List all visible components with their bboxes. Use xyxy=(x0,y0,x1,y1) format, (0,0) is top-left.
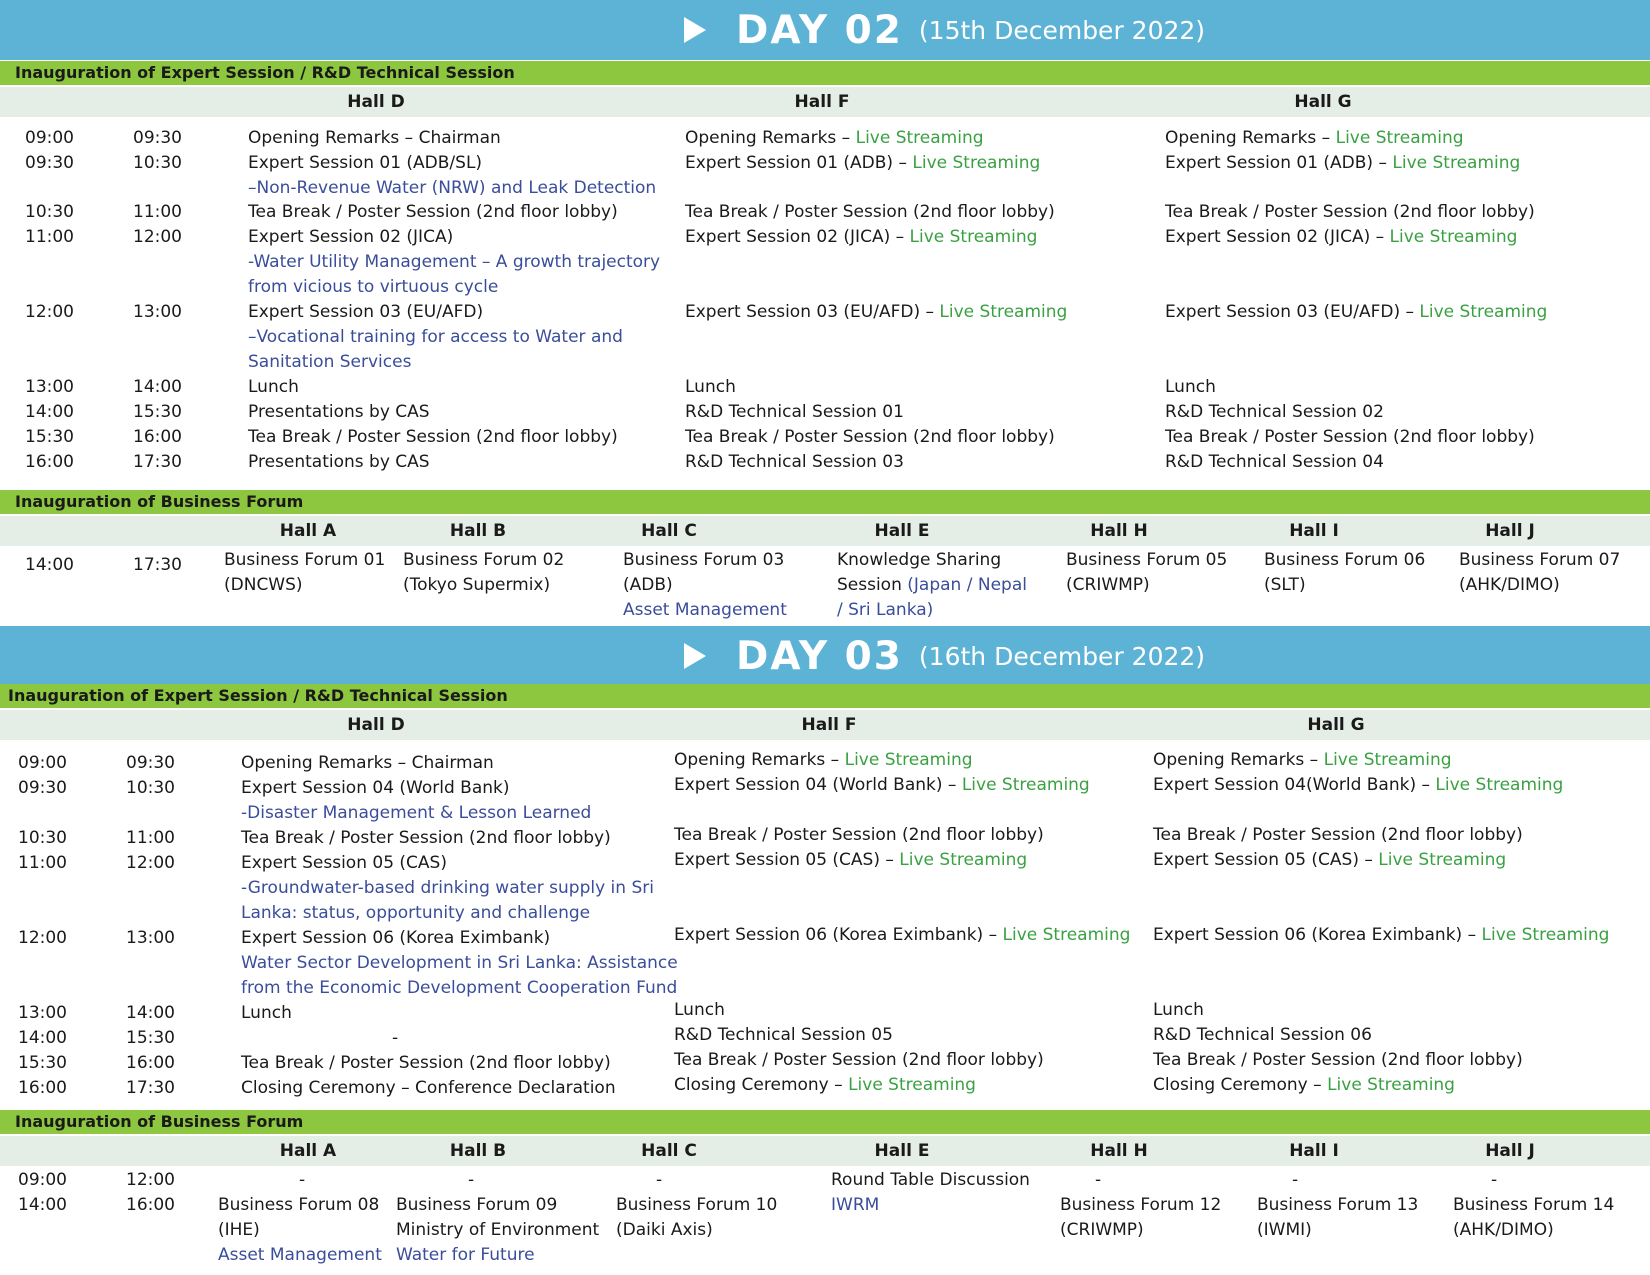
hall-j-forum-org: (AHK/DIMO) xyxy=(1459,575,1560,595)
live-streaming-label: Live Streaming xyxy=(1389,227,1518,247)
live-streaming-label: Live Streaming xyxy=(1481,925,1610,945)
hall-d-session: Expert Session 05 (CAS) xyxy=(241,853,447,873)
hall-g-session: R&D Technical Session 06 xyxy=(1153,1025,1372,1045)
hall-f-session: Closing Ceremony – Live Streaming xyxy=(674,1075,976,1095)
hall-j-header: Hall J xyxy=(1485,1141,1535,1161)
hall-d-session-topic: –Vocational training for access to Water and xyxy=(248,327,623,347)
time-end: 13:00 xyxy=(133,302,182,322)
hall-g-session: Tea Break / Poster Session (2nd floor lobby) xyxy=(1165,427,1535,447)
hall-j-forum-org: (AHK/DIMO) xyxy=(1453,1220,1554,1240)
day03-expert-hall-header xyxy=(0,710,1650,740)
hall-f-session: Lunch xyxy=(685,377,736,397)
hall-d-session: Expert Session 06 (Korea Eximbank) xyxy=(241,928,551,948)
hall-d-session: Lunch xyxy=(241,1003,292,1023)
hall-g-session: R&D Technical Session 04 xyxy=(1165,452,1384,472)
time-start: 09:30 xyxy=(25,153,74,173)
hall-g-session: Opening Remarks – Live Streaming xyxy=(1153,750,1452,770)
time-start: 14:00 xyxy=(18,1028,67,1048)
hall-d-header: Hall D xyxy=(347,715,405,735)
time-start: 14:00 xyxy=(25,402,74,422)
hall-d-session-topic: from the Economic Development Cooperation Fund xyxy=(241,978,678,998)
hall-d-session-topic: Water Sector Development in Sri Lanka: Assistance xyxy=(241,953,678,973)
time-start: 10:30 xyxy=(18,828,67,848)
day02-expert-heading-bar xyxy=(0,61,1650,85)
day03-business-heading: Inauguration of Business Forum xyxy=(15,1112,304,1131)
time-start: 16:00 xyxy=(25,452,74,472)
day02-business-hall-header xyxy=(0,516,1650,546)
time-end: 13:00 xyxy=(126,928,175,948)
time-start: 16:00 xyxy=(18,1078,67,1098)
time-start: 14:00 xyxy=(18,1195,67,1215)
hall-f-session: Lunch xyxy=(674,1000,725,1020)
hall-a-forum: - xyxy=(299,1170,306,1190)
day03-business-heading-bar xyxy=(0,1110,1650,1134)
time-end: 16:00 xyxy=(126,1053,175,1073)
time-end: 09:30 xyxy=(126,753,175,773)
time-end: 12:00 xyxy=(133,227,182,247)
live-streaming-label: Live Streaming xyxy=(1323,750,1452,770)
hall-g-session: Expert Session 01 (ADB) – Live Streaming xyxy=(1165,153,1521,173)
hall-h-forum: Business Forum 12 xyxy=(1060,1195,1222,1215)
hall-f-session: Expert Session 04 (World Bank) – Live Streaming xyxy=(674,775,1090,795)
hall-e-forum: Round Table Discussion xyxy=(831,1170,1030,1190)
hall-d-session: Tea Break / Poster Session (2nd floor lobby) xyxy=(241,828,611,848)
hall-g-header: Hall G xyxy=(1294,92,1352,112)
time-start: 12:00 xyxy=(25,302,74,322)
hall-g-session: Tea Break / Poster Session (2nd floor lobby) xyxy=(1165,202,1535,222)
time-end: 17:30 xyxy=(133,555,182,575)
hall-d-session: - xyxy=(392,1028,399,1048)
time-end: 15:30 xyxy=(133,402,182,422)
hall-d-session-topic: -Water Utility Management – A growth trajectory xyxy=(248,252,661,272)
time-end: 12:00 xyxy=(126,1170,175,1190)
hall-a-forum-org: (IHE) xyxy=(218,1220,260,1240)
time-start: 15:30 xyxy=(25,427,74,447)
play-arrow-icon xyxy=(684,643,706,669)
hall-d-session: Presentations by CAS xyxy=(248,452,430,472)
hall-a-forum-org: (DNCWS) xyxy=(224,575,303,595)
play-arrow-icon xyxy=(684,17,706,43)
hall-f-session: Tea Break / Poster Session (2nd floor lobby) xyxy=(674,1050,1044,1070)
day03-banner xyxy=(0,626,1650,686)
time-end: 11:00 xyxy=(133,202,182,222)
hall-j-forum: Business Forum 07 xyxy=(1459,550,1621,570)
hall-h-forum-org: (CRIWMP) xyxy=(1060,1220,1144,1240)
hall-c-header: Hall C xyxy=(641,521,697,541)
time-end: 14:00 xyxy=(126,1003,175,1023)
hall-e-forum-line3: / Sri Lanka) xyxy=(837,600,934,620)
hall-d-session: Opening Remarks – Chairman xyxy=(248,128,501,148)
hall-g-session: Expert Session 03 (EU/AFD) – Live Streaming xyxy=(1165,302,1548,322)
hall-a-forum-topic: Asset Management xyxy=(218,1245,382,1265)
hall-d-session: Closing Ceremony – Conference Declaration xyxy=(241,1078,616,1098)
hall-f-session: Expert Session 02 (JICA) – Live Streaming xyxy=(685,227,1038,247)
hall-d-session-topic: Lanka: status, opportunity and challenge xyxy=(241,903,591,923)
hall-f-session: Tea Break / Poster Session (2nd floor lobby) xyxy=(674,825,1044,845)
day02-banner xyxy=(0,0,1650,60)
hall-d-session: Expert Session 04 (World Bank) xyxy=(241,778,510,798)
time-start: 13:00 xyxy=(25,377,74,397)
hall-f-session: R&D Technical Session 03 xyxy=(685,452,904,472)
hall-f-session: R&D Technical Session 05 xyxy=(674,1025,893,1045)
hall-g-session: Tea Break / Poster Session (2nd floor lobby) xyxy=(1153,1050,1523,1070)
hall-d-session: Tea Break / Poster Session (2nd floor lobby) xyxy=(241,1053,611,1073)
hall-h-forum: Business Forum 05 xyxy=(1066,550,1228,570)
day03-business-hall-header xyxy=(0,1136,1650,1166)
hall-c-forum-org: (ADB) xyxy=(623,575,673,595)
hall-d-session: Expert Session 03 (EU/AFD) xyxy=(248,302,484,322)
hall-c-forum: Business Forum 10 xyxy=(616,1195,778,1215)
hall-b-forum-org: (Tokyo Supermix) xyxy=(403,575,551,595)
hall-e-header: Hall E xyxy=(874,521,930,541)
day03-title: DAY 03 xyxy=(736,633,903,679)
hall-b-forum: Business Forum 02 xyxy=(403,550,565,570)
hall-d-session: Tea Break / Poster Session (2nd floor lobby) xyxy=(248,202,618,222)
hall-h-forum: - xyxy=(1095,1170,1102,1190)
live-streaming-label: Live Streaming xyxy=(844,750,973,770)
day02-title: DAY 02 xyxy=(736,7,903,53)
hall-c-forum: - xyxy=(656,1170,663,1190)
hall-d-session: Presentations by CAS xyxy=(248,402,430,422)
time-end: 17:30 xyxy=(126,1078,175,1098)
hall-d-session: Expert Session 01 (ADB/SL) xyxy=(248,153,483,173)
hall-f-session: Tea Break / Poster Session (2nd floor lobby) xyxy=(685,427,1055,447)
live-streaming-label: Live Streaming xyxy=(1378,850,1507,870)
live-streaming-label: Live Streaming xyxy=(1435,775,1564,795)
hall-f-session: Opening Remarks – Live Streaming xyxy=(685,128,984,148)
hall-f-session: Expert Session 03 (EU/AFD) – Live Streaming xyxy=(685,302,1068,322)
live-streaming-label: Live Streaming xyxy=(855,128,984,148)
day02-date: (15th December 2022) xyxy=(918,15,1206,45)
hall-b-forum-topic: Water for Future xyxy=(396,1245,535,1265)
hall-d-session-topic: Sanitation Services xyxy=(248,352,412,372)
live-streaming-label: Live Streaming xyxy=(848,1075,976,1095)
live-streaming-label: Live Streaming xyxy=(912,153,1041,173)
day02-business-heading-bar xyxy=(0,490,1650,514)
hall-f-session: R&D Technical Session 01 xyxy=(685,402,904,422)
hall-b-header: Hall B xyxy=(449,521,507,541)
hall-e-forum: Knowledge Sharing xyxy=(837,550,1002,570)
time-end: 10:30 xyxy=(133,153,182,173)
time-start: 10:30 xyxy=(25,202,74,222)
hall-g-header: Hall G xyxy=(1307,715,1365,735)
hall-g-session: Expert Session 02 (JICA) – Live Streaming xyxy=(1165,227,1518,247)
hall-d-session: Opening Remarks – Chairman xyxy=(241,753,494,773)
hall-i-forum: Business Forum 13 xyxy=(1257,1195,1419,1215)
live-streaming-label: Live Streaming xyxy=(899,850,1028,870)
time-start: 13:00 xyxy=(18,1003,67,1023)
hall-a-header: Hall A xyxy=(279,521,337,541)
hall-c-forum: Business Forum 03 xyxy=(623,550,785,570)
hall-d-session-topic: -Groundwater-based drinking water supply in Sri xyxy=(241,878,654,898)
hall-f-header: Hall F xyxy=(794,92,850,112)
hall-i-forum: - xyxy=(1292,1170,1299,1190)
hall-f-session: Expert Session 06 (Korea Eximbank) – Live Streaming xyxy=(674,925,1131,945)
hall-d-session-topic: –Non-Revenue Water (NRW) and Leak Detection xyxy=(248,178,657,198)
hall-d-session: Tea Break / Poster Session (2nd floor lobby) xyxy=(248,427,618,447)
hall-d-session: Expert Session 02 (JICA) xyxy=(248,227,454,247)
time-start: 09:00 xyxy=(18,753,67,773)
hall-a-header: Hall A xyxy=(279,1141,337,1161)
hall-i-forum-org: (IWMI) xyxy=(1257,1220,1312,1240)
hall-i-header: Hall I xyxy=(1289,521,1339,541)
hall-g-session: Closing Ceremony – Live Streaming xyxy=(1153,1075,1455,1095)
hall-b-forum-org: Ministry of Environment xyxy=(396,1220,600,1240)
hall-f-session: Tea Break / Poster Session (2nd floor lobby) xyxy=(685,202,1055,222)
hall-d-session: Lunch xyxy=(248,377,299,397)
day03-date: (16th December 2022) xyxy=(918,641,1206,671)
time-end: 09:30 xyxy=(133,128,182,148)
time-start: 15:30 xyxy=(18,1053,67,1073)
hall-i-forum: Business Forum 06 xyxy=(1264,550,1426,570)
hall-c-forum-topic: Asset Management xyxy=(623,600,787,620)
live-streaming-label: Live Streaming xyxy=(1335,128,1464,148)
hall-a-forum: Business Forum 08 xyxy=(218,1195,380,1215)
hall-g-session: R&D Technical Session 02 xyxy=(1165,402,1384,422)
time-start: 09:30 xyxy=(18,778,67,798)
time-end: 10:30 xyxy=(126,778,175,798)
hall-j-forum: Business Forum 14 xyxy=(1453,1195,1615,1215)
hall-b-forum: Business Forum 09 xyxy=(396,1195,558,1215)
hall-g-session: Expert Session 04(World Bank) – Live Streaming xyxy=(1153,775,1564,795)
live-streaming-label: Live Streaming xyxy=(1002,925,1131,945)
hall-j-header: Hall J xyxy=(1485,521,1535,541)
live-streaming-label: Live Streaming xyxy=(961,775,1090,795)
hall-b-forum: - xyxy=(468,1170,475,1190)
live-streaming-label: Live Streaming xyxy=(1327,1075,1455,1095)
hall-g-session: Lunch xyxy=(1165,377,1216,397)
hall-d-header: Hall D xyxy=(347,92,405,112)
hall-g-session: Expert Session 05 (CAS) – Live Streaming xyxy=(1153,850,1507,870)
hall-h-header: Hall H xyxy=(1090,1141,1148,1161)
hall-e-forum-line2: Session (Japan / Nepal xyxy=(837,575,1027,595)
hall-b-header: Hall B xyxy=(449,1141,507,1161)
time-end: 17:30 xyxy=(133,452,182,472)
day03-expert-heading: Inauguration of Expert Session / R&D Technical Session xyxy=(8,686,508,705)
hall-g-session: Lunch xyxy=(1153,1000,1204,1020)
time-end: 16:00 xyxy=(126,1195,175,1215)
hall-i-header: Hall I xyxy=(1289,1141,1339,1161)
hall-g-session: Expert Session 06 (Korea Eximbank) – Live Streaming xyxy=(1153,925,1610,945)
time-start: 09:00 xyxy=(25,128,74,148)
time-end: 16:00 xyxy=(133,427,182,447)
hall-f-session: Expert Session 01 (ADB) – Live Streaming xyxy=(685,153,1041,173)
hall-g-session: Opening Remarks – Live Streaming xyxy=(1165,128,1464,148)
time-start: 12:00 xyxy=(18,928,67,948)
hall-f-header: Hall F xyxy=(801,715,857,735)
day02-business-heading: Inauguration of Business Forum xyxy=(15,492,304,511)
time-start: 11:00 xyxy=(25,227,74,247)
time-end: 12:00 xyxy=(126,853,175,873)
hall-h-forum-org: (CRIWMP) xyxy=(1066,575,1150,595)
live-streaming-label: Live Streaming xyxy=(939,302,1068,322)
live-streaming-label: Live Streaming xyxy=(1419,302,1548,322)
hall-f-session: Opening Remarks – Live Streaming xyxy=(674,750,973,770)
day02-expert-heading: Inauguration of Expert Session / R&D Technical Session xyxy=(15,63,515,82)
time-end: 14:00 xyxy=(133,377,182,397)
day03-expert-heading-bar xyxy=(0,684,1650,708)
time-end: 11:00 xyxy=(126,828,175,848)
hall-c-header: Hall C xyxy=(641,1141,697,1161)
hall-e-header: Hall E xyxy=(874,1141,930,1161)
hall-a-forum: Business Forum 01 xyxy=(224,550,386,570)
live-streaming-label: Live Streaming xyxy=(909,227,1038,247)
time-start: 11:00 xyxy=(18,853,67,873)
hall-h-header: Hall H xyxy=(1090,521,1148,541)
day02-expert-hall-header xyxy=(0,87,1650,117)
hall-f-session: Expert Session 05 (CAS) – Live Streaming xyxy=(674,850,1028,870)
time-end: 15:30 xyxy=(126,1028,175,1048)
hall-g-session: Tea Break / Poster Session (2nd floor lobby) xyxy=(1153,825,1523,845)
hall-d-session-topic: -Disaster Management & Lesson Learned xyxy=(241,803,592,823)
time-start: 14:00 xyxy=(25,555,74,575)
hall-d-session-topic: from vicious to virtuous cycle xyxy=(248,277,499,297)
live-streaming-label: Live Streaming xyxy=(1392,153,1521,173)
time-start: 09:00 xyxy=(18,1170,67,1190)
hall-e-forum-topic: IWRM xyxy=(831,1195,880,1215)
hall-j-forum: - xyxy=(1491,1170,1498,1190)
hall-c-forum-org: (Daiki Axis) xyxy=(616,1220,713,1240)
hall-i-forum-org: (SLT) xyxy=(1264,575,1306,595)
